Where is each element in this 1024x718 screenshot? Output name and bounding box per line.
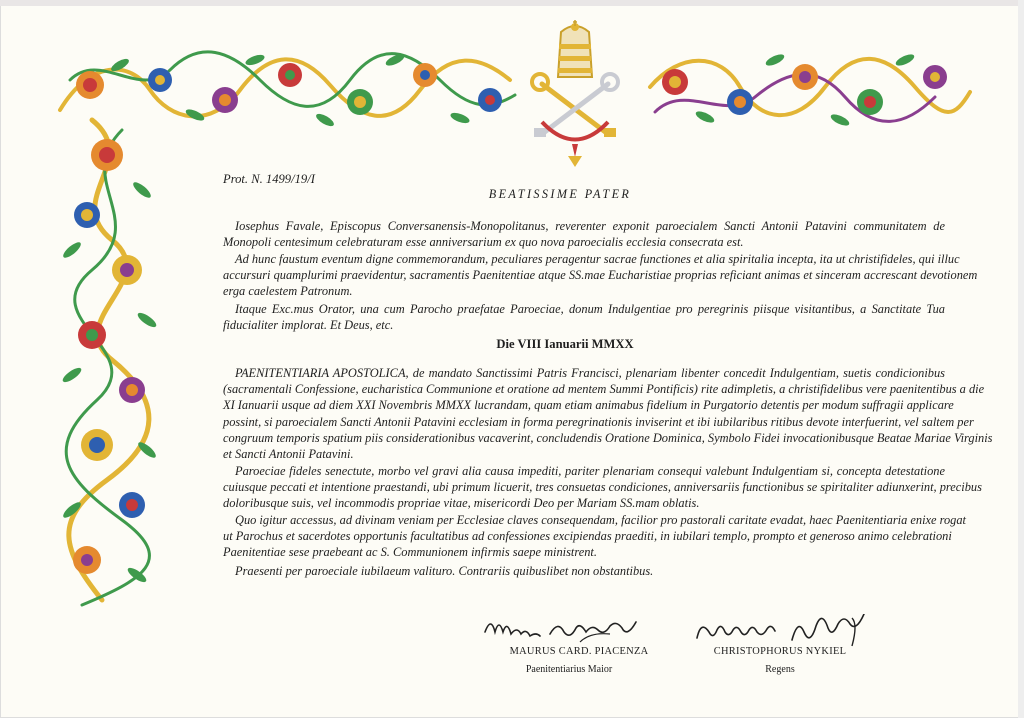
text-line: (sacramentali Confessione, eucharistica Communione et oratione ad mentem Summi Pontificis) rite adimpletis, a christifidelibus vere paenitentibus a die <box>223 382 985 397</box>
papal-coat-of-arms-icon <box>522 22 628 168</box>
window-edge-right <box>1018 0 1024 718</box>
text-line: doloribusque suis, vel incommodis propriae vitae, misericordi Deo per Mariam SS.mam oblatis. <box>223 496 700 511</box>
text-line: congruum temporis spatium piis considerationibus vacaverint, concludendis Oratione Dominica, Symbolo Fidei invocationibusque Beatae Mariae Virginis <box>223 430 993 445</box>
text-line: possint, si paroecialem Sancti Antonii Patavini ecclesiam in forma peregrinationis inviserint et ibi iubilaribus ritibus devote interfuerint, vel saltem per <box>223 414 974 429</box>
text-line: Paenitentiae sese praebeant ac S. Communionem infirmis saepe ministrent. <box>223 545 597 560</box>
signatory-role: Paenitentiarius Maior <box>525 664 613 675</box>
text-line: fiducialiter implorat. Et Deus, etc. <box>223 318 394 333</box>
text-line: Monopoli centesimum celebraturam esse anniversarium ex quo nova paroecialis ecclesia consecrata est. <box>223 235 744 250</box>
petition-paragraph-1 <box>223 218 945 250</box>
decree-paragraph-4 <box>223 563 945 579</box>
text-line: Iosephus Favale, Episcopus Conversanensis-Monopolitanus, reverenter exponit paroecialem Sancti Antonii Patavini communitatem de <box>235 219 945 233</box>
text-line: accursuri quamplurimi praevidentur, sacramentis Paenitentiae atque SS.mae Eucharistiae proprias reficiant animas et sinceram accrescant devotionem <box>223 268 978 283</box>
text-line: ut Parochus et sacerdotes opportunis facultatibus ad confessiones excipiendas praediti, in iubilari templo, prompto et generoso animo celebrationi <box>223 529 952 544</box>
text-line: Itaque Exc.mus Orator, una cum Parocho praefatae Paroeciae, donum Indulgentiae pro peregrinis piisque visitantibus, a Sanctitate Tua <box>235 302 945 316</box>
text-line: Ad hunc faustum eventum digne commemorandum, peculiares peragentur sacrae functiones et alia spiritalia incepta, ita ut christifideles, qui illuc <box>235 252 960 266</box>
protocol-number: Prot. N. 1499/19/I <box>223 172 315 186</box>
petition-paragraph-3 <box>223 301 945 333</box>
text-line: Paroeciae fideles senectute, morbo vel gravi alia causa impediti, pariter plenariam consequi valebunt Indulgentiam si, concepta detestatione <box>235 464 945 478</box>
decree-paragraph-3 <box>223 512 967 561</box>
text-line: Praesenti per paroeciale iubilaeum valituro. Contrariis quibuslibet non obstantibus. <box>235 564 654 578</box>
text-line: XI Ianuarii usque ad diem XXI Novembris MMXX lucrandam, quam etiam animabus fidelium in Purgatorio detentis per modum suffragii applicare <box>223 398 954 413</box>
decree-paragraph-1 <box>223 365 993 462</box>
text-line: et Sancti Antonii Patavini. <box>223 447 354 462</box>
floral-border-left <box>52 120 172 610</box>
decree-paragraph-2 <box>223 463 982 512</box>
window-edge <box>0 0 1024 6</box>
signatory-name: CHRISTOPHORUS NYKIEL <box>713 646 847 657</box>
text-line: cuiusque peccati et intentione praestandi, ubi primum licuerit, tres consuetas condiciones, anniversariis functionibus se spiritaliter adiunxerint, precibus <box>223 480 982 495</box>
text-line: PAENITENTIARIA APOSTOLICA, de mandato Sanctissimi Patris Francisci, plenariam libenter concedit Indulgentiam, suetis condicionibus <box>235 366 945 380</box>
text-line: erga caelestem Patronum. <box>223 284 353 299</box>
signatory-name: MAURUS CARD. PIACENZA <box>509 646 649 657</box>
document-heading: BEATISSIME PATER <box>488 187 632 201</box>
floral-border-top-right <box>645 42 975 132</box>
decree-date: Die VIII Ianuarii MMXX <box>496 337 634 351</box>
petition-paragraph-2 <box>223 251 978 300</box>
signatory-role: Regens <box>765 664 795 675</box>
text-line: Quo igitur accessus, ad divinam veniam per Ecclesiae claves consequendam, facilior pro pastorali caritate evadat, haec Paenitentiaria enixe rogat <box>235 513 967 527</box>
